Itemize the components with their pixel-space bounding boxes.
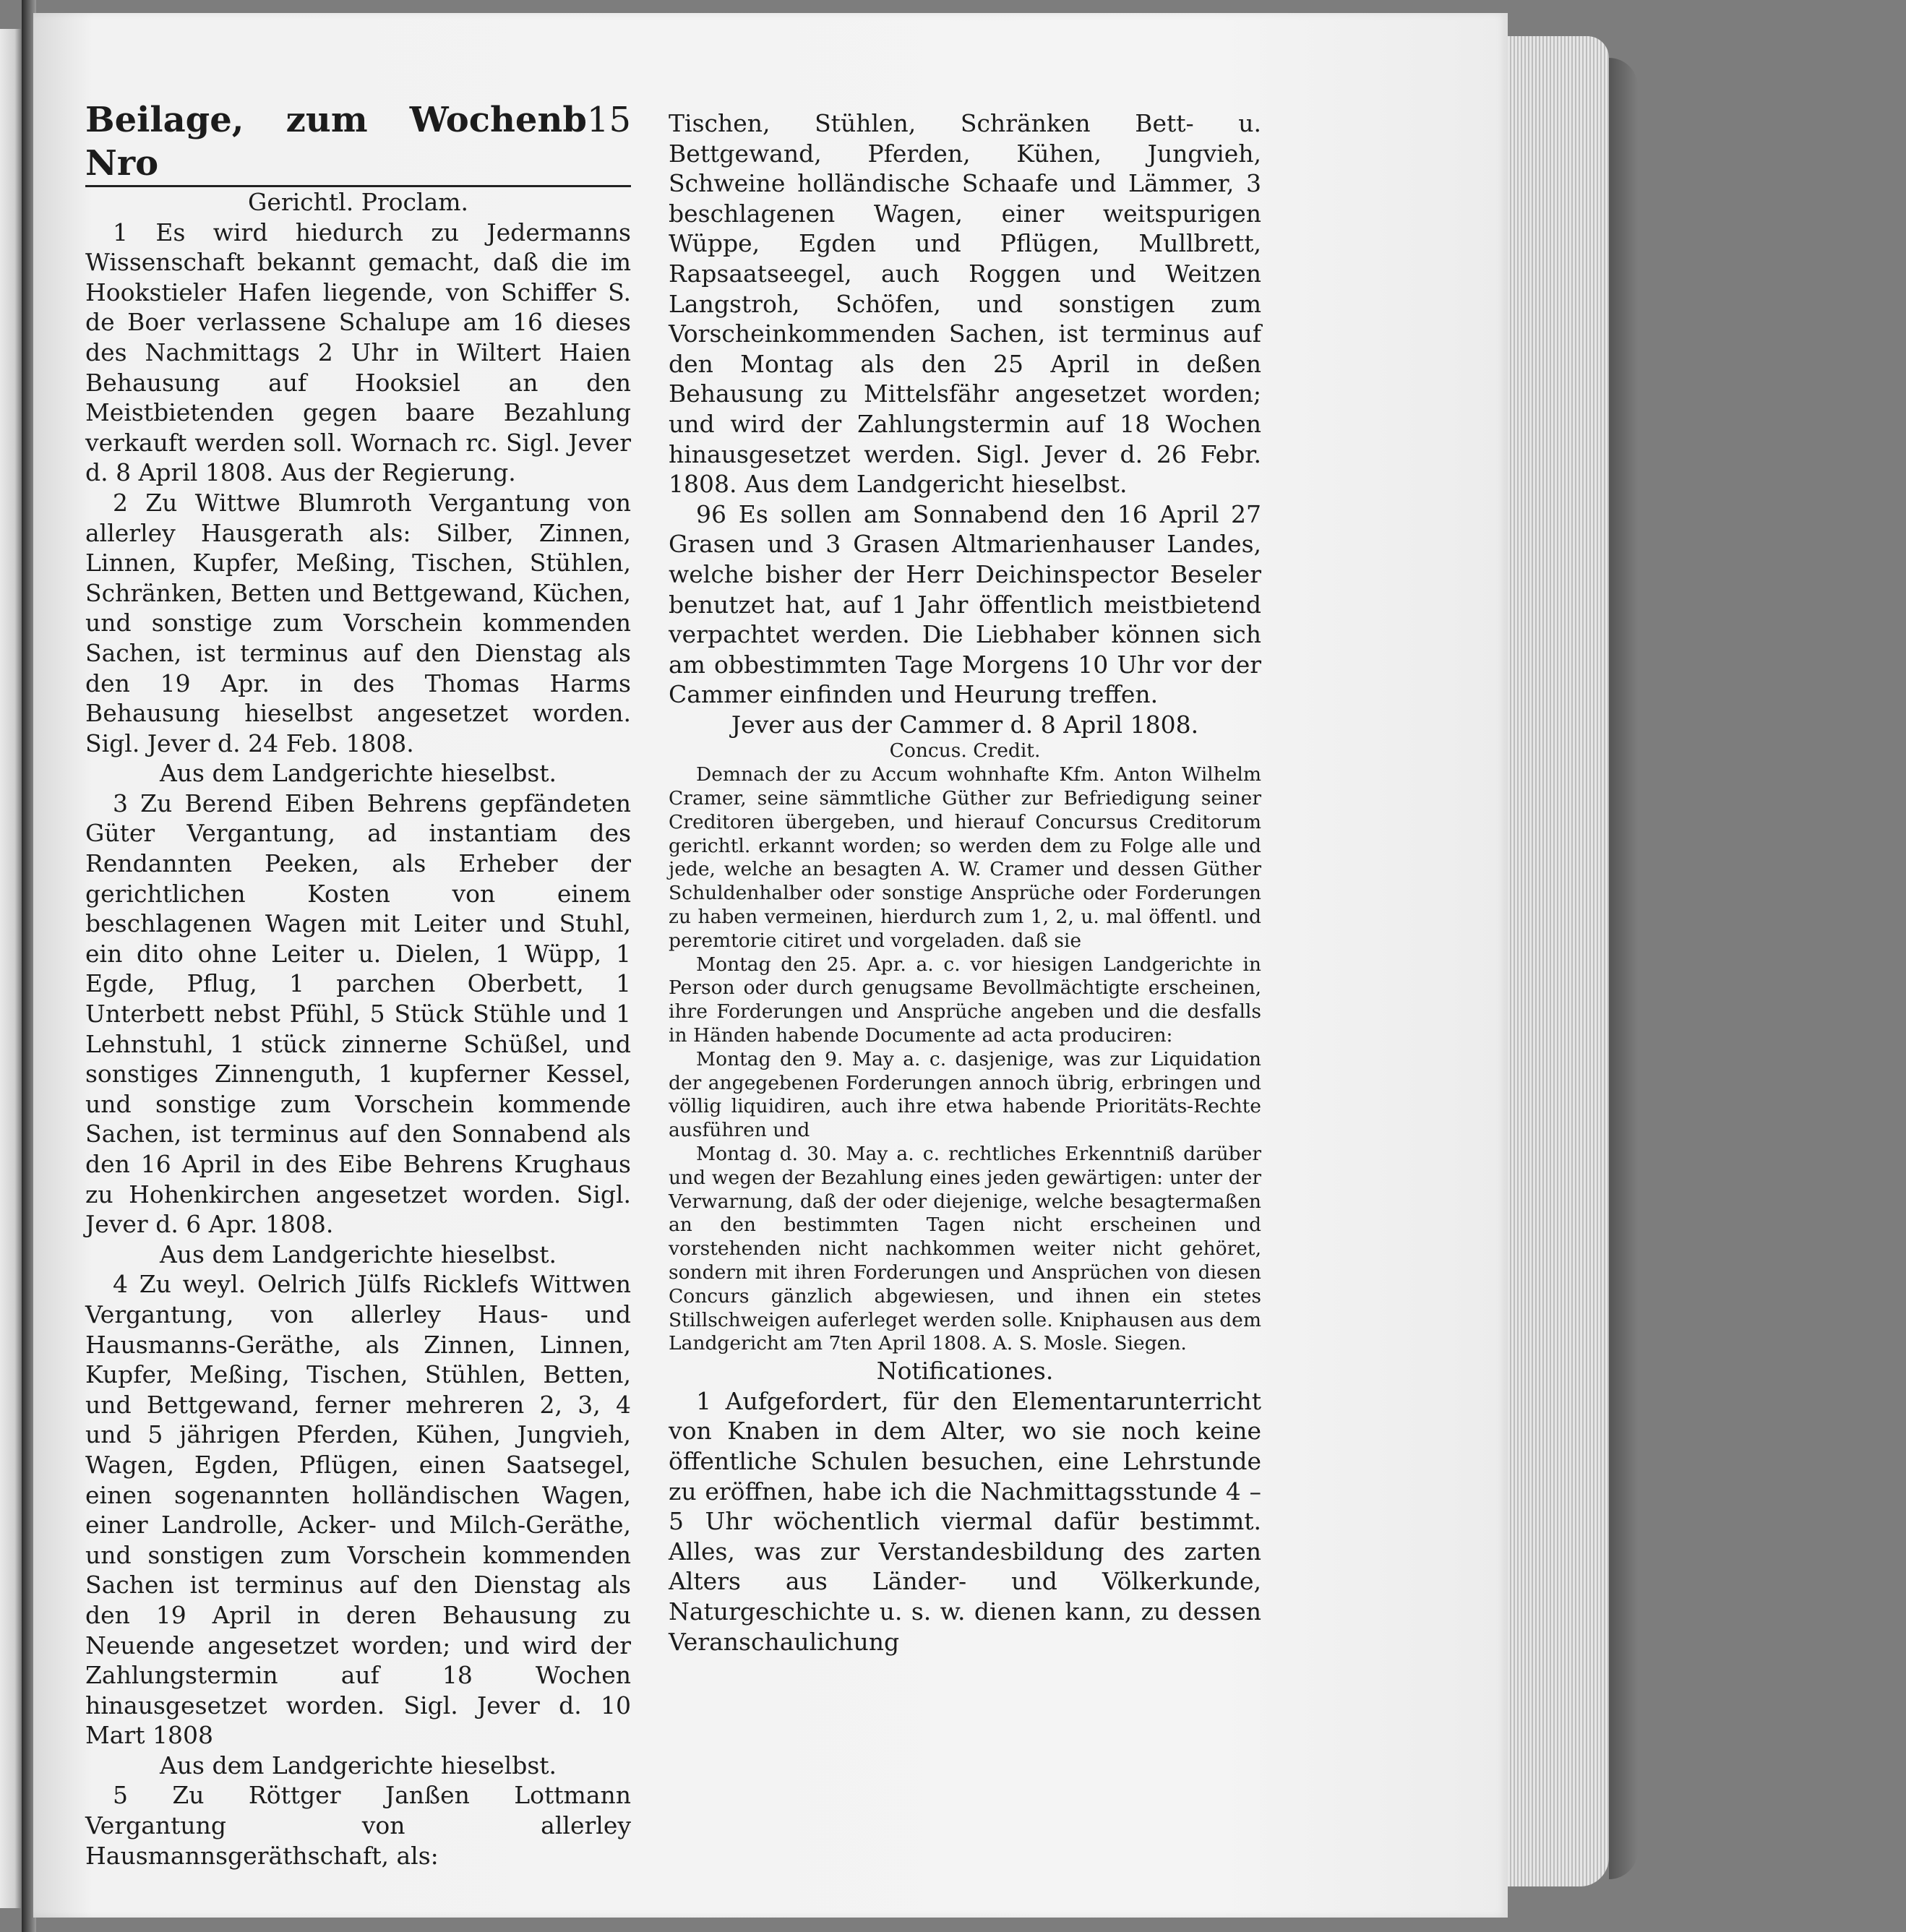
- concurs-paragraph-2: Montag den 25. Apr. a. c. vor hiesigen Landgerichte in Person oder durch genugsame Bevollmächtigte erscheinen, ihre Forderungen und Ansprüche angeben und die desfalls in Händen habende Documente ad acta produciren:: [669, 953, 1261, 1047]
- notice-3-signature: Aus dem Landgerichte hieselbst.: [159, 1240, 557, 1268]
- page-stack-shadow: [1609, 58, 1638, 1879]
- header-title: Beilage, zum Wochenb Nro: [85, 100, 587, 184]
- header-number: 15: [586, 100, 631, 140]
- notice-96-signature: Jever aus der Cammer d. 8 April 1808.: [731, 710, 1199, 739]
- concurs-paragraph-4: Montag d. 30. May a. c. rechtliches Erkenntniß darüber und wegen der Bezahlung eines jeden gewärtigen: unter der Verwarnung, daß der oder diejenige, welche besagtermaßen an den bestimmten Tagen nicht erscheinen und vorstehenden nicht nachkommen weiter nicht gehöret, sondern mit ihren Forderungen und Ansprüchen von diesen Concurs gänzlich abgewiesen, und ihnen ein stetes Stillschweigen auferleget werden solle. Kniphausen aus dem Landgericht am 7ten April 1808. A. S. Mosle. Siegen.: [669, 1143, 1261, 1355]
- page-header: [85, 98, 631, 187]
- section-title-notificationes: Notificationes.: [876, 1357, 1054, 1386]
- notification-1: 1 Aufgefordert, für den Elementarunterricht von Knaben in dem Alter, wo sie noch keine öffentliche Schulen besuchen, eine Lehrstunde zu eröffnen, habe ich die Nachmittagsstunde 4 – 5 Uhr wöchentlich viermal dafür bestimmt. Alles, was zur Verstandesbildung des zarten Alters aus Länder- und Völkerkunde, Naturgeschichte u. s. w. dienen kann, zu dessen Veranschaulichung: [669, 1386, 1261, 1656]
- section-title-proclam: Gerichtl. Proclam.: [247, 188, 469, 216]
- page-stack-edge: [1508, 36, 1609, 1886]
- right-column: [669, 108, 1261, 1657]
- notice-5-continued: Tischen, Stühlen, Schränken Bett- u. Bettgewand, Pferden, Kühen, Jungvieh, Schweine holländische Schaafe und Lämmer, 3 beschlagenen Wagen, einer weitspurigen Wüppe, Egden und Pflügen, Mullbrett, Rapsaatseegel, auch Roggen und Weitzen Langstroh, Schöfen, und sonstigen zum Vorscheinkommenden Sachen, ist terminus auf den Montag als den 25 April in deßen Behausung zu Mittelsfähr angesetzet worden; und wird der Zahlungstermin auf 18 Wochen hinausgesetzet werden. Sigl. Jever d. 26 Febr. 1808. Aus dem Landgericht hieselbst.: [669, 109, 1261, 499]
- notice-2: 2 Zu Wittwe Blumroth Vergantung von allerley Hausgerath als: Silber, Zinnen, Linnen, Kupfer, Meßing, Tischen, Stühlen, Schränken, Betten und Bettgewand, Küchen, und sonstige zum Vorschein kommenden Sachen, ist terminus auf den Dienstag als den 19 Apr. in des Thomas Harms Behausung hieselbst angesetzet worden. Sigl. Jever d. 24 Feb. 1808.: [85, 488, 631, 757]
- notice-5: 5 Zu Röttger Janßen Lottmann Vergantung von allerley Hausmannsgeräthschaft, als:: [85, 1781, 631, 1870]
- notice-4-signature: Aus dem Landgerichte hieselbst.: [159, 1751, 557, 1779]
- left-column: [85, 100, 631, 1871]
- section-title-concurs: Concus. Credit.: [889, 739, 1041, 763]
- notice-2-signature: Aus dem Landgerichte hieselbst.: [159, 759, 557, 788]
- notice-4: 4 Zu weyl. Oelrich Jülfs Ricklefs Wittwen Vergantung, von allerley Haus- und Hausmanns-Geräthe, als Zinnen, Linnen, Kupfer, Meßing, Tischen, Stühlen, Betten, und Bettgewand, ferner mehreren 2, 3, 4 und 5 jährigen Pferden, Kühen, Jungvieh, Wagen, Egden, Pflügen, einen Saatsegel, einen sogenannten holländischen Wagen, einer Landrolle, Acker- und Milch-Geräthe, und sonstigen zum Vorschein kommenden Sachen ist terminus auf den Dienstag als den 19 April in deren Behausung zu Neuende angesetzet worden; und wird der Zahlungstermin auf 18 Wochen hinausgesetzet worden. Sigl. Jever d. 10 Mart 1808: [85, 1270, 631, 1750]
- previous-page-edge: [0, 29, 25, 1908]
- notice-1: 1 Es wird hiedurch zu Jedermanns Wissenschaft bekannt gemacht, daß die im Hookstieler Hafen liegende, von Schiffer S. de Boer verlassene Schalupe am 16 dieses des Nachmittags 2 Uhr in Wiltert Haien Behausung auf Hooksiel an den Meistbietenden gegen baare Bezahlung verkauft werden soll. Wornach rc. Sigl. Jever d. 8 April 1808. Aus der Regierung.: [85, 218, 631, 487]
- concurs-paragraph-3: Montag den 9. May a. c. dasjenige, was zur Liquidation der angegebenen Forderungen annoch übrig, erbringen und völlig liquidiren, auch ihre etwa habende Prioritäts-Rechte ausführen und: [669, 1047, 1261, 1142]
- notice-96: 96 Es sollen am Sonnabend den 16 April 27 Grasen und 3 Grasen Altmarienhauser Landes, welche bisher der Herr Deichinspector Beseler benutzet hat, auf 1 Jahr öffentlich meistbietend verpachtet werden. Die Liebhaber können sich am obbestimmten Tage Morgens 10 Uhr vor der Cammer einfinden und Heurung treffen.: [669, 499, 1261, 709]
- concurs-paragraph-1: Demnach der zu Accum wohnhafte Kfm. Anton Wilhelm Cramer, seine sämmtliche Güther zur Befriedigung seiner Creditoren übergeben, und hierauf Concursus Creditorum gerichtl. erkannt worden; so werden dem zu Folge alle und jede, welche an besagten A. W. Cramer und dessen Güther Schuldenhalber oder sonstige Ansprüche oder Forderungen zu haben vermeinen, hierdurch zum 1, 2, u. mal öffentl. und peremtorie citiret und vorgeladen. daß sie: [669, 763, 1261, 952]
- notice-3: 3 Zu Berend Eiben Behrens gepfändeten Güter Vergantung, ad instantiam des Rendannten Peeken, als Erheber der gerichtlichen Kosten von einem beschlagenen Wagen mit Leiter und Stuhl, ein dito ohne Leiter u. Dielen, 1 Wüpp, 1 Egde, Pflug, 1 parchen Oberbett, 1 Unterbett nebst Pfühl, 5 Stück Stühle und 1 Lehnstuhl, 1 stück zinnerne Schüßel, und sonstiges Zinnenguth, 1 kupferner Kessel, und sonstige zum Vorschein kommende Sachen, ist terminus auf den Sonnabend als den 16 April in des Eibe Behrens Krughaus zu Hohenkirchen angesetzet worden. Sigl. Jever d. 6 Apr. 1808.: [85, 789, 631, 1239]
